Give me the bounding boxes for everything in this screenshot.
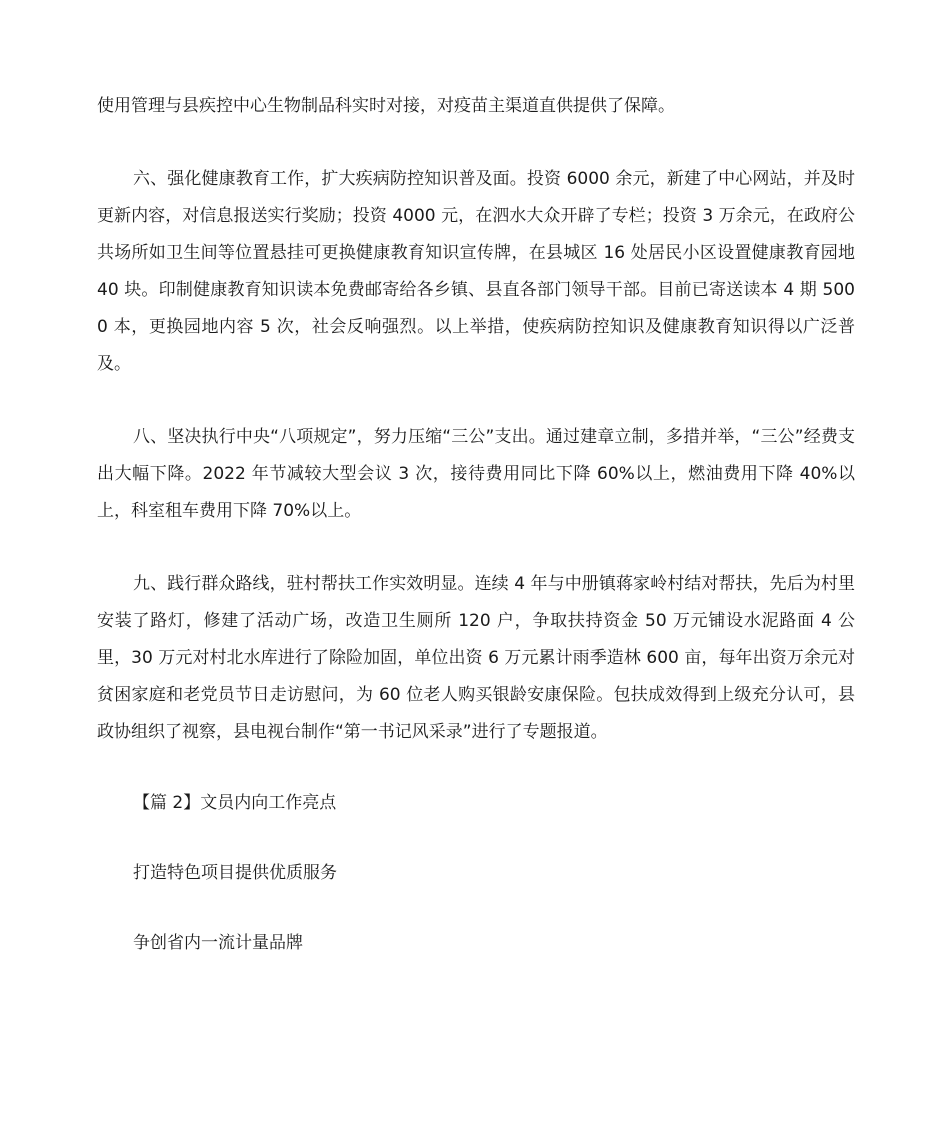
paragraph-eight-regulations: 八、坚决执行中央“八项规定”，努力压缩“三公”支出。通过建章立制，多措并举，“三公”经费支出大幅下降。2022 年节减较大型会议 3 次，接待费用同比下降 60%以上，燃油费用下降 40%以上，科室租车费用下降 70%以上。 [97,427,855,521]
document-page [97,88,855,962]
paragraph-continuation: 使用管理与县疾控中心生物制品科实时对接，对疫苗主渠道直供提供了保障。 [97,96,675,116]
paragraph-health-education: 六、强化健康教育工作，扩大疾病防控知识普及面。投资 6000 余元，新建了中心网站，并及时更新内容，对信息报送实行奖励；投资 4000 元，在泗水大众开辟了专栏；投资 3 万余元，在政府公共场所如卫生间等位置悬挂可更换健康教育知识宣传牌，在县城区 16 处居民小区设置健康教育园地 40 块。印制健康教育知识读本免费邮寄给各乡镇、县直各部门领导干部。目前已寄送读本 4 期 5000 本，更换园地内容 5 次，社会反响强烈。以上举措，使疾病防控知识及健康教育知识得以广泛普及。 [97,169,856,374]
section-title: 【篇 2】文员内向工作亮点 [133,793,337,813]
paragraph-village-assistance: 九、践行群众路线，驻村帮扶工作实效明显。连续 4 年与中册镇蒋家岭村结对帮扶，先后为村里安装了路灯，修建了活动广场，改造卫生厕所 120 户，争取扶持资金 50 万元铺设水泥路面 4 公里，30 万元对村北水库进行了除险加固，单位出资 6 万元累计雨季造林 600 亩，每年出资万余元对贫困家庭和老党员节日走访慰问，为 60 位老人购买银龄安康保险。包扶成效得到上级充分认可，县政协组织了视察，县电视台制作“第一书记风采录”进行了专题报道。 [97,574,855,742]
subheading-metrology-brand: 争创省内一流计量品牌 [133,933,303,953]
subheading-featured-projects: 打造特色项目提供优质服务 [133,863,337,883]
